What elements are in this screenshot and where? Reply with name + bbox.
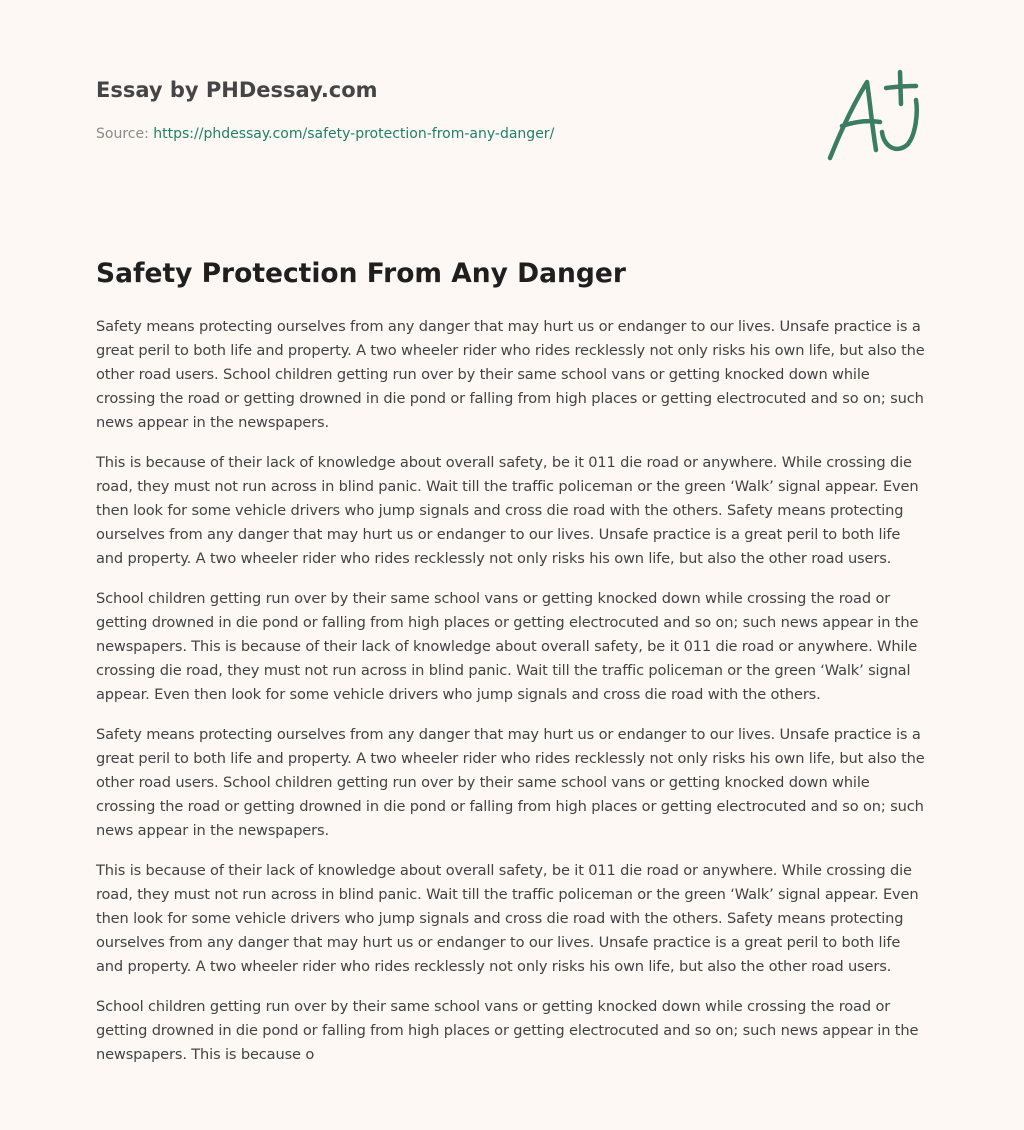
essay-body bbox=[96, 315, 931, 1083]
source-line bbox=[96, 124, 796, 144]
essay-paragraph: School children getting run over by their same school vans or getting knocked down while crossing the road or getting drowned in die pond or falling from high places or getting electrocuted and so on; such news appear in the newspapers. This is because of their lack of knowledge about overall safety, be it 011 die road or anywhere. While crossing die road, they must not run across in blind panic. Wait till the traffic policeman or the green ‘Walk’ signal appear. Even then look for some vehicle drivers who jump signals and cross die road with the others. bbox=[96, 590, 919, 703]
source-link[interactable]: https://phdessay.com/safety-protection-from-any-danger/ bbox=[153, 126, 555, 142]
essay-paragraph: School children getting run over by their same school vans or getting knocked down while crossing the road or getting drowned in die pond or falling from high places or getting electrocuted and so on; such news appear in the newspapers. This is because o bbox=[96, 998, 919, 1063]
a-plus-logo-icon bbox=[820, 64, 932, 168]
essay-paragraph: This is because of their lack of knowledge about overall safety, be it 011 die road or anywhere. While crossing die road, they must not run across in blind panic. Wait till the traffic policeman or the green ‘Walk’ signal appear. Even then look for some vehicle drivers who jump signals and cross die road with the others. Safety means protecting ourselves from any danger that may hurt us or endanger to our lives. Unsafe practice is a great peril to both life and property. A two wheeler rider who rides recklessly not only risks his own life, but also the other road users. bbox=[96, 454, 919, 567]
essay-paragraph: This is because of their lack of knowledge about overall safety, be it 011 die road or anywhere. While crossing die road, they must not run across in blind panic. Wait till the traffic policeman or the green ‘Walk’ signal appear. Even then look for some vehicle drivers who jump signals and cross die road with the others. Safety means protecting ourselves from any danger that may hurt us or endanger to our lives. Unsafe practice is a great peril to both life and property. A two wheeler rider who rides recklessly not only risks his own life, but also the other road users. bbox=[96, 862, 919, 975]
essay-paragraph: Safety means protecting ourselves from any danger that may hurt us or endanger to our lives. Unsafe practice is a great peril to both life and property. A two wheeler rider who rides recklessly not only risks his own life, but also the other road users. School children getting run over by their same school vans or getting knocked down while crossing the road or getting drowned in die pond or falling from high places or getting electrocuted and so on; such news appear in the newspapers. bbox=[96, 726, 925, 839]
site-brand: Essay by PHDessay.com bbox=[96, 78, 378, 102]
page-header bbox=[96, 76, 796, 144]
essay-title: Safety Protection From Any Danger bbox=[96, 258, 626, 289]
essay-paragraph: Safety means protecting ourselves from any danger that may hurt us or endanger to our lives. Unsafe practice is a great peril to both life and property. A two wheeler rider who rides recklessly not only risks his own life, but also the other road users. School children getting run over by their same school vans or getting knocked down while crossing the road or getting drowned in die pond or falling from high places or getting electrocuted and so on; such news appear in the newspapers. bbox=[96, 318, 925, 431]
source-label: Source: bbox=[96, 126, 149, 142]
